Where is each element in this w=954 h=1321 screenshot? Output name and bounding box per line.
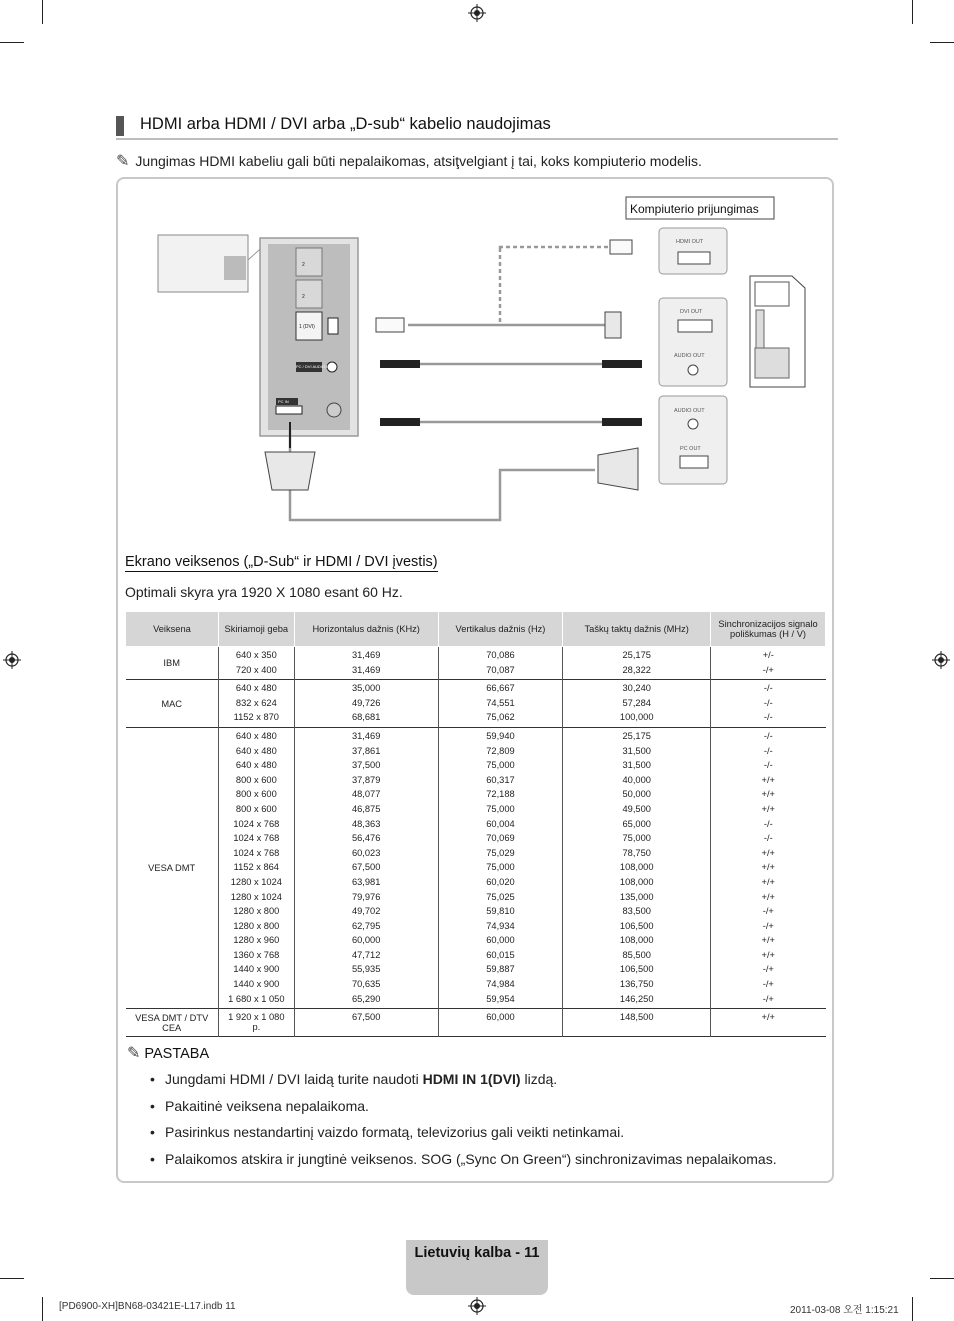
registration-mark-icon [932, 651, 950, 669]
table-cell-value: 60,023 [351, 847, 381, 858]
table-cell-value: 28,322 [622, 664, 651, 675]
tv-audio-label: PC / DVI AUDIO IN [296, 364, 331, 369]
table-cell-value: 70,086 [486, 650, 515, 660]
registration-mark-icon [468, 1297, 486, 1315]
table-cell-value: 31,469 [351, 650, 381, 660]
list-item [150, 1098, 777, 1125]
connection-diagram [150, 190, 820, 530]
crop-mark [0, 42, 24, 43]
table-cell-value: +/+ [761, 789, 775, 800]
table-cell-value: 49,702 [351, 906, 381, 917]
table-cell-value: 75,000 [486, 760, 515, 771]
d-sub-plug-icon [265, 452, 315, 490]
pc-port-label: HDMI OUT [676, 239, 704, 245]
table-cell-value: 59,810 [486, 906, 515, 917]
table-cell-value: 68,681 [351, 712, 381, 723]
table-cell-value: 79,976 [351, 891, 381, 902]
table-group [126, 647, 826, 680]
table-row [126, 647, 826, 680]
table-cell-value: 85,500 [622, 949, 651, 960]
table-cell-value: +/+ [761, 935, 775, 946]
table-cell-value: +/+ [761, 847, 775, 858]
table-cell-value: 31,500 [622, 745, 651, 756]
note-heading [127, 1043, 209, 1063]
table-cell-value: 67,500 [351, 862, 381, 873]
value-cell [218, 647, 294, 680]
registration-mark-icon [468, 4, 486, 22]
value-cell [711, 647, 826, 680]
table-cell-value: -/- [763, 745, 773, 756]
table-cell-value: 74,551 [486, 697, 515, 708]
table-cell-value: 46,875 [351, 803, 381, 814]
table-cell-value: 47,712 [351, 949, 381, 960]
table-cell-value: 63,981 [351, 876, 381, 887]
pc-tower-icon [750, 276, 805, 387]
table-cell-value: 67,500 [351, 1012, 381, 1023]
table-cell-value: 640 x 480 [235, 760, 277, 771]
value-cell [294, 727, 438, 1008]
table-cell-value: 108,000 [619, 935, 654, 946]
crop-mark [42, 0, 43, 24]
value-cell [563, 727, 711, 1008]
table-cell-value: -/- [763, 683, 773, 694]
pc-port-label: AUDIO OUT [674, 353, 705, 359]
table-cell-value: -/- [763, 712, 773, 723]
tv-connector-panel [260, 238, 358, 436]
value-cell [294, 680, 438, 728]
table-cell-value: 59,954 [486, 993, 515, 1004]
table-cell-value: 800 x 600 [235, 803, 277, 814]
table-cell-value: 640 x 480 [235, 730, 277, 741]
table-cell-value: +/- [762, 650, 774, 660]
table-cell-value: 60,004 [486, 818, 515, 829]
table-cell-value: 640 x 350 [235, 650, 277, 660]
table-cell-value: 31,500 [622, 760, 651, 771]
table-cell-value: 55,935 [351, 964, 381, 975]
page-number-label: Lietuvių kalba - 11 [414, 1245, 540, 1261]
value-cell [438, 727, 563, 1008]
table-cell-value: 1280 x 960 [233, 935, 280, 946]
table-cell-value: 65,000 [622, 818, 651, 829]
display-modes-table [125, 611, 826, 1037]
section-title: HDMI arba HDMI / DVI arba „D-sub“ kabelio naudojimas [140, 115, 551, 133]
table-cell-value: 40,000 [622, 774, 651, 785]
value-cell [711, 727, 826, 1008]
pencil-note-icon: ✎ [116, 153, 130, 170]
d-sub-cable [290, 430, 595, 520]
table-cell-value: -/- [763, 818, 773, 829]
table-cell-value: 60,000 [486, 1012, 515, 1023]
table-cell-value: +/+ [761, 876, 775, 887]
note-heading-text: PASTABA [144, 1046, 210, 1062]
table-cell-value: -/- [763, 833, 773, 844]
pc-port-label: AUDIO OUT [674, 408, 705, 414]
table-cell-value: 72,188 [486, 789, 515, 800]
table-group [126, 727, 826, 1008]
table-cell-value: 70,635 [351, 979, 381, 990]
column-header: Sinchronizacijos signalo poliškumas (H / V) [711, 612, 826, 647]
table-cell-value: 75,000 [486, 803, 515, 814]
registration-mark-icon [3, 651, 21, 669]
table-cell-value: -/- [763, 697, 773, 708]
table-cell-value: 75,000 [622, 833, 651, 844]
tv-port-label: 2 [302, 294, 305, 300]
table-group [126, 1009, 826, 1037]
column-header: Horizontalus dažnis (KHz) [294, 612, 438, 647]
table-cell-value: +/+ [761, 1012, 775, 1023]
value-cell [563, 1009, 711, 1037]
pc-port-label: PC OUT [680, 446, 701, 452]
column-header: Taškų taktų dažnis (MHz) [563, 612, 711, 647]
table-cell-value: 640 x 480 [235, 745, 277, 756]
table-group [126, 680, 826, 728]
table-cell-value: 106,500 [619, 964, 654, 975]
table-cell-value: -/+ [762, 993, 774, 1004]
table-cell-value: 65,290 [351, 993, 381, 1004]
table-cell-value: 1440 x 900 [233, 964, 280, 975]
table-cell-value: 74,984 [486, 979, 515, 990]
table-cell-value: -/+ [762, 664, 774, 675]
table-cell-value: 70,069 [486, 833, 515, 844]
note-text: Pasirinkus nestandartinį vaizdo formatą, televizorius gali veikti netinkamai. [165, 1124, 625, 1140]
table-cell-value: 1440 x 900 [233, 979, 280, 990]
mode-name-cell: IBM [126, 647, 219, 680]
table-cell-value: +/+ [761, 774, 775, 785]
dvi-plug-icon [605, 312, 621, 338]
pencil-note-icon: ✎ [127, 1045, 141, 1062]
table-cell-value: 1 920 x 1 080 p. [228, 1012, 285, 1033]
table-row [126, 727, 826, 1008]
table-cell-value: 1024 x 768 [233, 847, 280, 858]
table-cell-value: 100,000 [619, 712, 654, 723]
crop-mark [912, 0, 913, 24]
d-sub-plug-icon [598, 448, 638, 490]
optimal-resolution-text: Optimali skyra yra 1920 X 1080 esant 60 Hz. [125, 584, 403, 600]
crop-mark [930, 1278, 954, 1279]
table-cell-value: 62,795 [351, 920, 381, 931]
list-item [150, 1151, 777, 1178]
section-note-text: Jungimas HDMI kabeliu gali būti nepalaikomas, atsiţvelgiant į tai, koks kompiuterio modelis. [135, 153, 702, 169]
table-cell-value: 25,175 [622, 650, 651, 660]
note-text: Jungdami HDMI / DVI laidą turite naudoti [165, 1071, 423, 1087]
pc-connection-label: Kompiuterio prijungimas [630, 202, 759, 216]
table-cell-value: 75,025 [486, 891, 515, 902]
table-cell-value: 108,000 [619, 862, 654, 873]
table-cell-value: 832 x 624 [235, 697, 277, 708]
audio-plug-icon [380, 360, 420, 368]
note-text: Palaikomos atskira ir jungtinė veiksenos. SOG („Sync On Green“) sinchronizavimas nepalaikomas. [165, 1150, 777, 1167]
hdmi-cable-dashed [500, 247, 610, 248]
table-cell-value: 75,062 [486, 712, 515, 723]
tv-pcin-label: PC IN [278, 399, 289, 404]
value-cell [294, 647, 438, 680]
tv-rear-icon [158, 235, 268, 292]
tv-port-label: 1 (DVI) [299, 324, 315, 330]
section-note [116, 151, 702, 171]
table-cell-value: 135,000 [619, 891, 654, 902]
value-cell [711, 680, 826, 728]
table-cell-value: 48,077 [351, 789, 381, 800]
mode-name-cell: VESA DMT [126, 727, 219, 1008]
table-header-row [126, 612, 826, 647]
table-cell-value: 1024 x 768 [233, 818, 280, 829]
table-cell-value: 37,861 [351, 745, 381, 756]
table-cell-value: 136,750 [619, 979, 654, 990]
table-cell-value: 60,317 [486, 774, 515, 785]
crop-mark [0, 1278, 24, 1279]
table-cell-value: -/- [763, 730, 773, 741]
value-cell [563, 680, 711, 728]
value-cell [711, 1009, 826, 1037]
value-cell [218, 680, 294, 728]
value-cell [294, 1009, 438, 1037]
table-cell-value: -/+ [762, 920, 774, 931]
print-file-info: [PD6900-XH]BN68-03421E-L17.indb 11 [59, 1301, 236, 1312]
hdmi-plug-icon [610, 240, 632, 254]
mode-name-cell: MAC [126, 680, 219, 728]
column-header: Vertikalus dažnis (Hz) [438, 612, 563, 647]
display-modes-title: Ekrano veiksenos („D-Sub“ ir HDMI / DVI įvestis) [125, 554, 438, 570]
table-cell-value: 60,020 [486, 876, 515, 887]
table-cell-value: 60,000 [351, 935, 381, 946]
table-cell-value: 106,500 [619, 920, 654, 931]
note-text: lizdą. [520, 1071, 558, 1087]
table-cell-value: 1360 x 768 [233, 949, 280, 960]
table-cell-value: 35,000 [351, 683, 381, 694]
table-cell-value: 1280 x 800 [233, 906, 280, 917]
table-cell-value: 31,469 [351, 730, 381, 741]
note-text: Pakaitinė veiksena nepalaikoma. [165, 1097, 369, 1114]
table-cell-value: 49,500 [622, 803, 651, 814]
table-cell-value: 56,476 [351, 833, 381, 844]
table-cell-value: 59,887 [486, 964, 515, 975]
table-cell-value: 800 x 600 [235, 774, 277, 785]
audio-plug-icon [602, 360, 642, 368]
table-cell-value: 37,500 [351, 760, 381, 771]
table-cell-value: 78,750 [622, 847, 651, 858]
table-cell-value: -/- [763, 760, 773, 771]
column-header: Skiriamoji geba [218, 612, 294, 647]
table-cell-value: 74,934 [486, 920, 515, 931]
mode-name-cell: VESA DMT / DTV CEA [126, 1009, 219, 1037]
crop-mark [912, 1297, 913, 1321]
table-cell-value: +/+ [761, 803, 775, 814]
table-cell-value: 1280 x 1024 [230, 876, 282, 887]
hdmi-plug-icon [376, 318, 404, 332]
table-cell-value: 30,240 [622, 683, 651, 694]
audio-plug-icon [602, 418, 642, 426]
table-cell-value: 108,000 [619, 876, 654, 887]
note-list [150, 1071, 777, 1177]
table-cell-value: -/+ [762, 906, 774, 917]
section-divider [116, 138, 838, 140]
table-cell-value: 70,087 [486, 664, 515, 675]
tv-port-label: 2 [302, 262, 305, 268]
table-cell-value: -/+ [762, 979, 774, 990]
table-cell-value: 31,469 [351, 664, 381, 675]
audio-plug-icon [380, 418, 420, 426]
table-cell-value: -/+ [762, 964, 774, 975]
table-cell-value: 66,667 [486, 683, 515, 694]
table-row [126, 1009, 826, 1037]
table-cell-value: 75,000 [486, 862, 515, 873]
table-cell-value: 1152 x 864 [233, 862, 279, 873]
table-cell-value: +/+ [761, 949, 775, 960]
value-cell [438, 647, 563, 680]
table-cell-value: +/+ [761, 862, 775, 873]
pc-port-label: DVI OUT [680, 309, 703, 315]
table-row [126, 680, 826, 728]
section-marker [116, 116, 124, 136]
table-cell-value: 640 x 480 [235, 683, 277, 694]
table-cell-value: 59,940 [486, 730, 515, 741]
table-cell-value: 1280 x 1024 [230, 891, 282, 902]
print-timestamp: 2011-03-08 오전 1:15:21 [790, 1305, 899, 1316]
note-text-bold: HDMI IN 1(DVI) [422, 1071, 521, 1087]
table-cell-value: 800 x 600 [235, 789, 277, 800]
table-cell-value: 49,726 [351, 697, 381, 708]
value-cell [218, 1009, 294, 1037]
value-cell [563, 647, 711, 680]
pc-port-box [659, 228, 727, 274]
table-cell-value: 1152 x 870 [233, 712, 279, 723]
table-cell-value: 57,284 [622, 697, 651, 708]
value-cell [438, 680, 563, 728]
table-cell-value: 83,500 [622, 906, 651, 917]
table-cell-value: 75,029 [486, 847, 515, 858]
table-cell-value: 1280 x 800 [233, 920, 280, 931]
crop-mark [930, 42, 954, 43]
list-item [150, 1124, 777, 1151]
table-cell-value: 25,175 [622, 730, 651, 741]
value-cell [218, 727, 294, 1008]
table-cell-value: 37,879 [351, 774, 381, 785]
table-cell-value: 60,015 [486, 949, 515, 960]
column-header: Veiksena [126, 612, 219, 647]
table-cell-value: 72,809 [486, 745, 515, 756]
table-cell-value: 720 x 400 [235, 664, 277, 675]
table-cell-value: 1 680 x 1 050 [228, 993, 285, 1004]
value-cell [438, 1009, 563, 1037]
table-cell-value: 60,000 [486, 935, 515, 946]
table-cell-value: 48,363 [351, 818, 381, 829]
table-cell-value: 1024 x 768 [233, 833, 280, 844]
table-cell-value: 146,250 [619, 993, 654, 1004]
table-cell-value: 148,500 [619, 1012, 654, 1023]
crop-mark [42, 1297, 43, 1321]
table-cell-value: +/+ [761, 891, 775, 902]
table-cell-value: 50,000 [622, 789, 651, 800]
list-item [150, 1071, 777, 1098]
